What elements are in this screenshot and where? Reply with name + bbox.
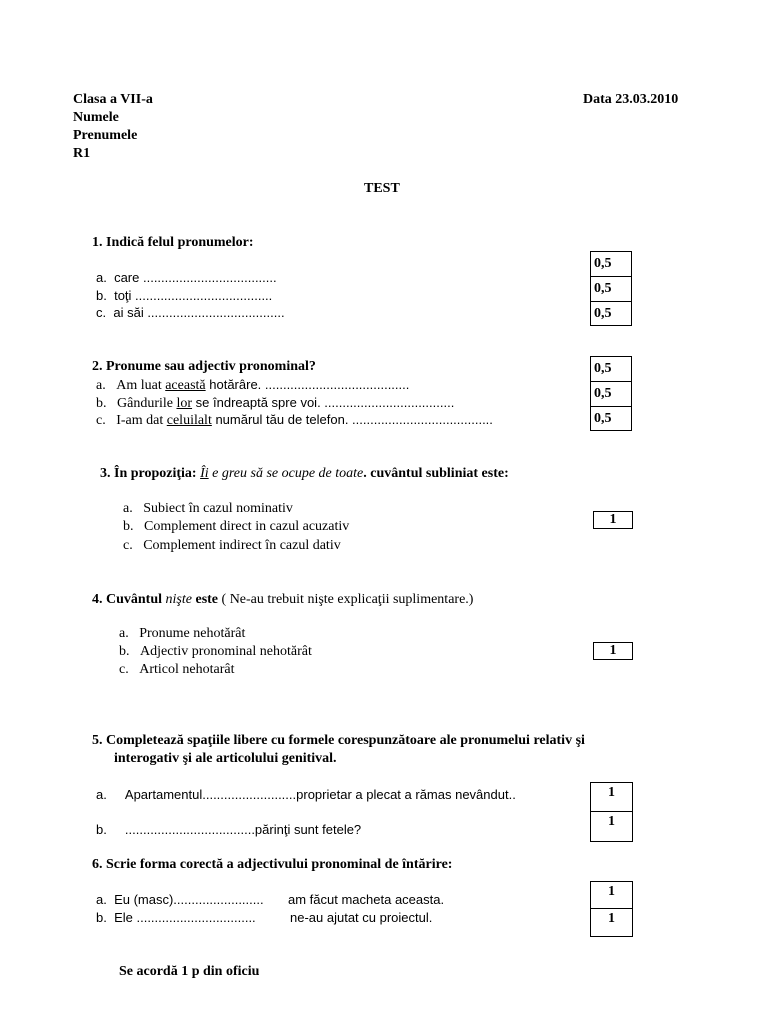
score-cell: 0,5 xyxy=(591,252,631,277)
q3-item-c: c. Complement indirect în cazul dativ xyxy=(123,538,341,553)
q4-score-box: 1 xyxy=(593,642,633,660)
q2-item-c: c. I-am dat celuilalt numărul tău de telefon. ....................................... xyxy=(96,412,493,428)
q5-title-line2: interogativ şi ale articolului genitival. xyxy=(114,751,337,766)
q5-item-a: a. Apartamentul..........................proprietar a plecat a rămas nevândut.. xyxy=(96,787,516,802)
score-cell: 1 xyxy=(608,814,615,829)
q1-item-b: b. toţi ...................................... xyxy=(96,288,273,303)
score-cell: 0,5 xyxy=(591,357,631,382)
q5-title-line1: 5. Completează spaţiile libere cu formele corespunzătoare ale pronumelui relativ şi xyxy=(92,733,585,748)
name-label: Numele xyxy=(73,110,119,125)
q5-score-box xyxy=(590,782,633,842)
q6-item-b: b. Ele ................................. xyxy=(96,910,256,925)
q3-title: 3. În propoziţia: Îi e greu să se ocupe de toate. cuvântul subliniat este: xyxy=(100,466,509,481)
q4-item-b: b. Adjectiv pronominal nehotărât xyxy=(119,644,312,659)
score-cell: 0,5 xyxy=(591,277,631,302)
q1-score-box xyxy=(590,251,632,326)
q1-item-c: c. ai săi ...................................... xyxy=(96,305,285,320)
score-cell: 0,5 xyxy=(594,306,612,321)
score-cell: 1 xyxy=(591,882,632,909)
date-label: Data 23.03.2010 xyxy=(583,92,679,107)
q2-score-box xyxy=(590,356,632,431)
q4-item-c: c. Articol nehotarât xyxy=(119,662,235,677)
surname-label: Prenumele xyxy=(73,128,138,143)
q2-title: 2. Pronume sau adjectiv pronominal? xyxy=(92,359,316,374)
score-cell: 1 xyxy=(591,783,632,812)
q5-item-b: b. ....................................părinţi sunt fetele? xyxy=(96,822,362,837)
q6-item-a-right: am făcut macheta aceasta. xyxy=(288,892,445,907)
score-cell: 1 xyxy=(608,911,615,926)
q1-item-a: a. care ..................................... xyxy=(96,270,277,285)
q3-score-box: 1 xyxy=(593,511,633,529)
q2-item-b: b. Gândurile lor se îndreaptă spre voi. .................................... xyxy=(96,395,455,411)
q1-title: 1. Indică felul pronumelor: xyxy=(92,235,254,250)
score-cell: 0,5 xyxy=(591,382,631,407)
class-label: Clasa a VII-a xyxy=(73,92,153,107)
q6-title: 6. Scrie forma corectă a adjectivului pronominal de întărire: xyxy=(92,857,453,872)
q6-score-box xyxy=(590,881,633,937)
q4-title: 4. Cuvântul nişte este ( Ne-au trebuit nişte explicaţii suplimentare.) xyxy=(92,592,474,607)
q2-item-a: a. Am luat această hotărâre. ........................................ xyxy=(96,377,410,393)
footer-note: Se acordă 1 p din oficiu xyxy=(119,964,260,979)
code-label: R1 xyxy=(73,146,91,161)
score-cell: 0,5 xyxy=(594,411,612,426)
q3-item-b: b. Complement direct in cazul acuzativ xyxy=(123,519,350,534)
q6-item-a: a. Eu (masc)......................... xyxy=(96,892,264,907)
q6-item-b-right: ne-au ajutat cu proiectul. xyxy=(290,910,433,925)
q4-item-a: a. Pronume nehotărât xyxy=(119,626,246,641)
q3-item-a: a. Subiect în cazul nominativ xyxy=(123,501,293,516)
page-title: TEST xyxy=(364,181,400,196)
